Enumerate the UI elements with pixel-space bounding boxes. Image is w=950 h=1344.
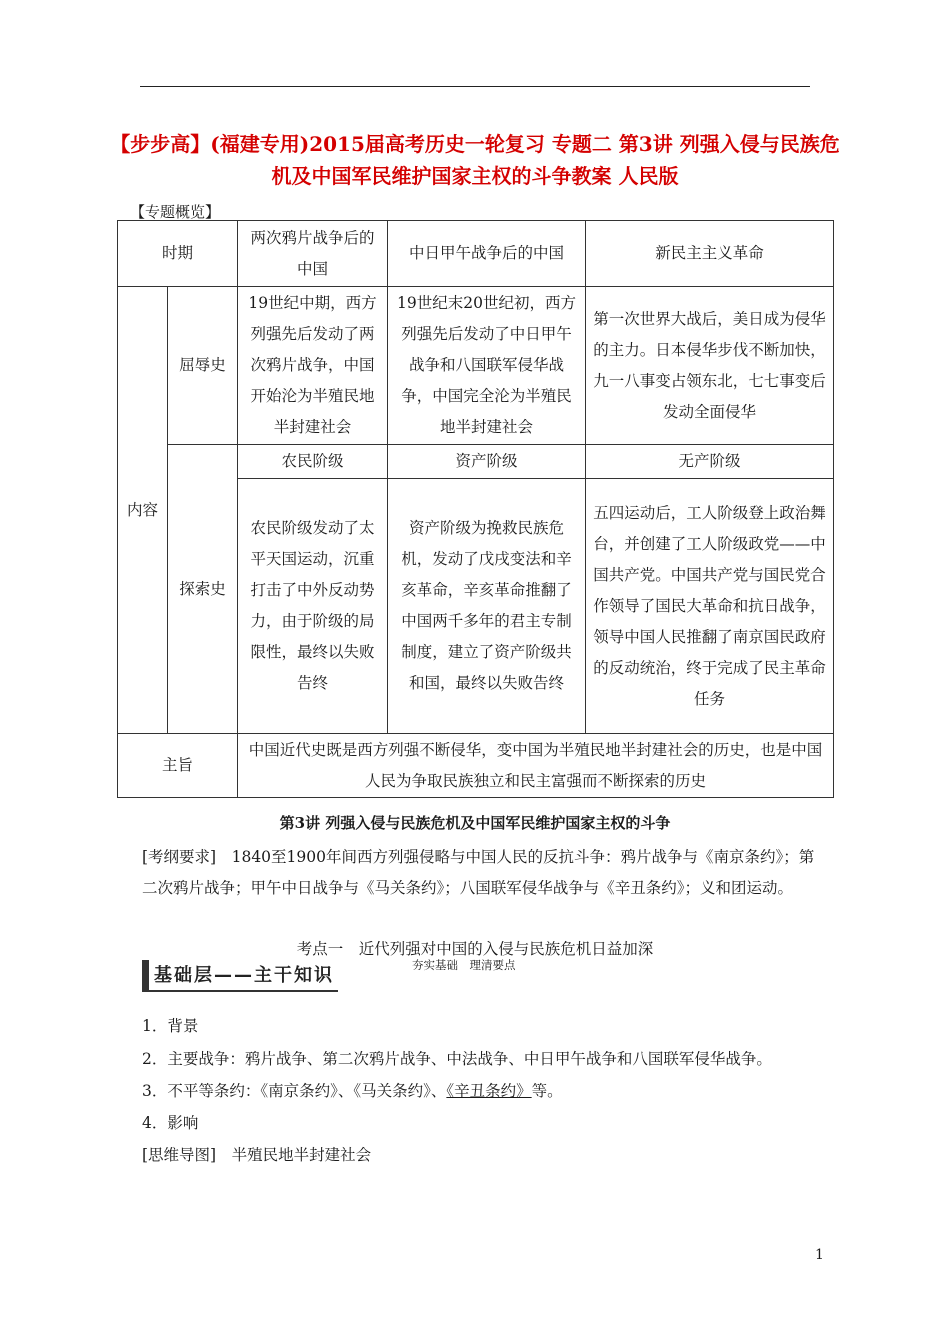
row-label-exploration: 探索史 bbox=[168, 445, 238, 734]
kaodian-heading: 考点一 近代列强对中国的入侵与民族危机日益加深 bbox=[296, 940, 654, 958]
document-title: 【步步高】(福建专用)2015届高考历史一轮复习 专题二 第3讲 列强入侵与民族危机及中国军民维护国家主权的斗争教案 人民版 bbox=[110, 132, 840, 188]
header-rule bbox=[140, 86, 810, 87]
row-label-humiliation: 屈辱史 bbox=[168, 287, 238, 445]
treaties-suffix: 等。 bbox=[531, 1082, 563, 1100]
header-col2: 中日甲午战争后的中国 bbox=[388, 221, 586, 287]
class-bourgeois: 资产阶级 bbox=[388, 445, 586, 479]
section-title: 第3讲 列强入侵与民族危机及中国军民维护国家主权的斗争 bbox=[279, 814, 671, 832]
overview-table bbox=[117, 220, 834, 798]
humiliation-cell-1: 19世纪中期，西方列强先后发动了两次鸦片战争，中国开始沦为半殖民地半封建社会 bbox=[238, 287, 388, 445]
item-main-wars: 2．主要战争：鸦片战争、第二次鸦片战争、中法战争、中日甲午战争和八国联军侵华战争。 bbox=[142, 1050, 772, 1068]
banner-subtitle: 夯实基础 理清要点 bbox=[412, 958, 516, 972]
theme-text: 中国近代史既是西方列强不断侵华，变中国为半殖民地半封建社会的历史，也是中国人民为争取民族独立和民主富强而不断探索的历史 bbox=[238, 734, 834, 798]
syllabus-requirements: [考纲要求] 1840至1900年间西方列强侵略与中国人民的反抗斗争：鸦片战争与《南京条约》；第二次鸦片战争；甲午中日战争与《马关条约》；八国联军侵华战争与《辛丑条约》；义和团运动。 bbox=[142, 848, 815, 897]
overview-label: 【专题概览】 bbox=[130, 203, 221, 221]
theme-label: 主旨 bbox=[118, 734, 238, 798]
item-mindmap: [思维导图] 半殖民地半封建社会 bbox=[142, 1146, 372, 1164]
class-proletariat: 无产阶级 bbox=[586, 445, 834, 479]
header-col1: 两次鸦片战争后的中国 bbox=[238, 221, 388, 287]
class-peasant: 农民阶级 bbox=[238, 445, 388, 479]
content-label: 内容 bbox=[118, 287, 168, 734]
explore-cell-3: 五四运动后，工人阶级登上政治舞台，并创建了工人阶级政党——中国共产党。中国共产党与国民党合作领导了国民大革命和抗日战争，领导中国人民推翻了南京国民政府的反动统治，终于完成了民主革命任务 bbox=[586, 479, 834, 734]
banner-underline bbox=[142, 990, 338, 992]
header-col3: 新民主主义革命 bbox=[586, 221, 834, 287]
item-background: 1．背景 bbox=[142, 1017, 199, 1035]
banner-title: 基础层——主干知识 bbox=[154, 965, 334, 986]
explore-cell-1: 农民阶级发动了太平天国运动，沉重打击了中外反动势力，由于阶级的局限性，最终以失败告终 bbox=[238, 479, 388, 734]
treaties-text: 3．不平等条约：《南京条约》、《马关条约》、 bbox=[142, 1082, 447, 1100]
banner-marker bbox=[142, 960, 149, 990]
page-number: 1 bbox=[815, 1247, 824, 1263]
humiliation-cell-2: 19世纪末20世纪初，西方列强先后发动了中日甲午战争和八国联军侵华战争，中国完全沦为半殖民地半封建社会 bbox=[388, 287, 586, 445]
xinchou-treaty-link[interactable]: 《辛丑条约》 bbox=[446, 1082, 532, 1100]
explore-cell-2: 资产阶级为挽救民族危机，发动了戊戌变法和辛亥革命，辛亥革命推翻了中国两千多年的君主专制制度，建立了资产阶级共和国，最终以失败告终 bbox=[388, 479, 586, 734]
humiliation-cell-3: 第一次世界大战后，美日成为侵华的主力。日本侵华步伐不断加快，九一八事变占领东北，七七事变后发动全面侵华 bbox=[586, 287, 834, 445]
header-period: 时期 bbox=[118, 221, 238, 287]
item-treaties bbox=[142, 1079, 563, 1101]
item-impact: 4．影响 bbox=[142, 1114, 199, 1132]
